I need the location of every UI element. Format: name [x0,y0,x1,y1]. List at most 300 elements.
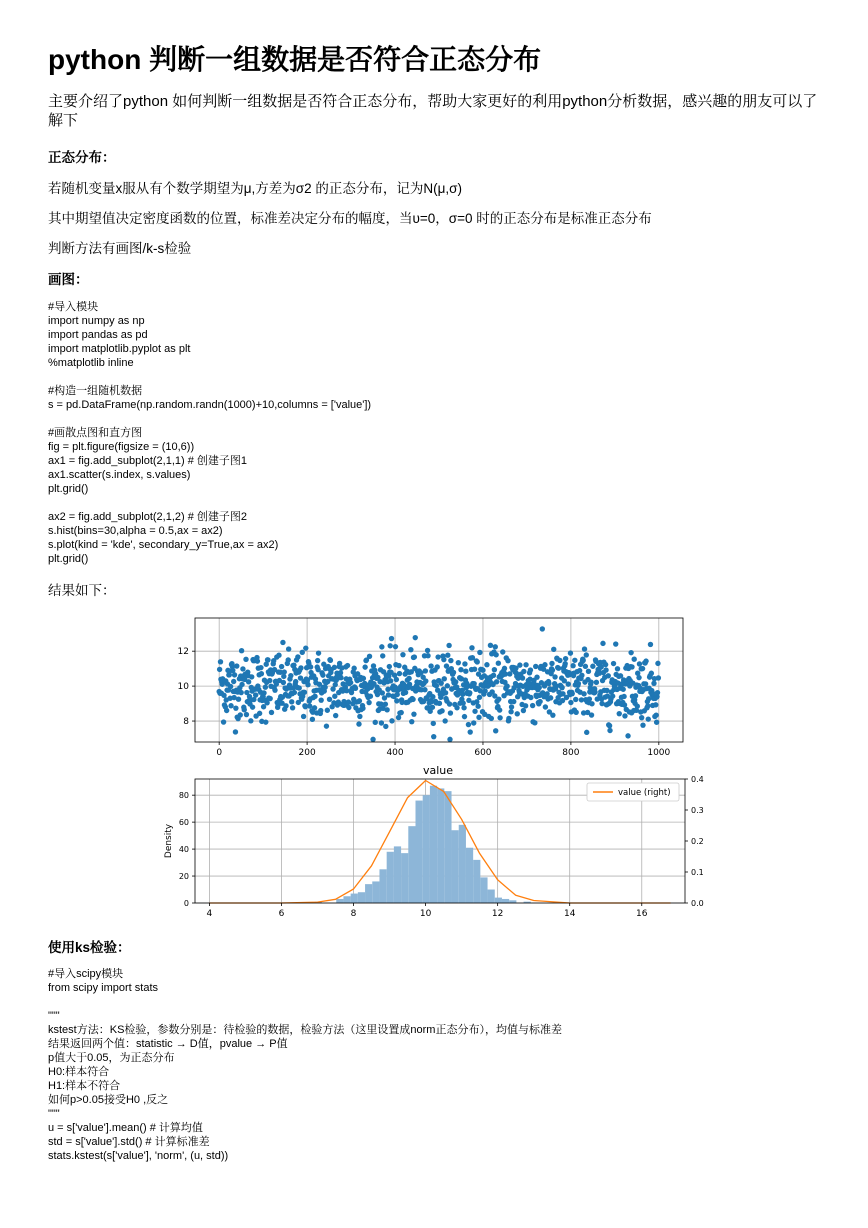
scatter-point [388,643,393,648]
scatter-point [218,659,223,664]
scatter-point [238,712,243,717]
scatter-point [413,635,418,640]
histogram-title: value [422,764,454,777]
scatter-point [468,729,473,734]
scatter-point [477,650,482,655]
scatter-point [233,729,238,734]
scatter-point [295,654,300,659]
code-line: s.plot(kind = 'kde', secondary_y=True,ax = ax2) [48,539,279,551]
scatter-point [491,673,496,678]
scatter-point [448,710,453,715]
scatter-point [466,722,471,727]
code-line: import matplotlib.pyplot as plt [48,343,191,355]
scatter-point [557,658,562,663]
scatter-point [300,650,305,655]
scatter-point [423,678,428,683]
scatter-point [625,733,630,738]
scatter-point [550,667,555,672]
scatter-point [410,697,415,702]
scatter-point [600,641,605,646]
scatter-point [357,714,362,719]
scatter-point [332,665,337,670]
scatter-point [328,658,333,663]
code-line: stats.kstest(s['value'], 'norm', (u, std)) [48,1150,229,1162]
scatter-point [654,720,659,725]
scatter-point [653,702,658,707]
scatter-point [488,643,493,648]
scatter-point [579,673,584,678]
scatter-point [232,672,237,677]
scatter-point [572,658,577,663]
scatter-point [543,704,548,709]
scatter-point [610,693,615,698]
scatter-point [511,699,516,704]
scatter-point [327,697,332,702]
scatter-point [228,703,233,708]
scatter-point [537,685,542,690]
scatter-point [318,708,323,713]
scatter-point [394,698,399,703]
code-line: #导入模块 [48,301,99,313]
definition-paragraph: 若随机变量x服从有个数学期望为μ,方差为σ2 的正态分布，记为N(μ,σ) [48,181,462,196]
scatter-xtick-label: 200 [298,748,316,758]
scatter-point [484,662,489,667]
scatter-point [296,685,301,690]
scatter-point [471,720,476,725]
histogram-bar [416,801,423,903]
code-line: %matplotlib inline [48,357,134,369]
scatter-point [462,661,467,666]
scatter-point [221,693,226,698]
scatter-point [263,719,268,724]
code-line: H0:样本符合 [48,1066,110,1078]
code-line: plt.grid() [48,553,89,565]
histogram-xtick-label: 10 [419,909,432,919]
scatter-point [493,652,498,657]
histogram-legend [587,783,679,801]
scatter-point [380,690,385,695]
histogram-y2tick-label: 0.1 [691,868,704,877]
scatter-point [362,664,367,669]
scatter-point [272,687,277,692]
scatter-point [239,648,244,653]
scatter-point [493,644,498,649]
scatter-point [648,642,653,647]
scatter-point [505,658,510,663]
scatter-point [400,652,405,657]
scatter-point [588,679,593,684]
code-line: 结果返回两个值：statistic → D值，pvalue → P值 [48,1038,288,1050]
histogram-bar [437,788,444,903]
scatter-point [639,715,644,720]
scatter-point [257,711,262,716]
scatter-xtick-label: 600 [474,748,492,758]
scatter-point [430,705,435,710]
scatter-point [590,664,595,669]
scatter-ytick-label: 8 [183,717,189,728]
scatter-point [475,659,480,664]
scatter-point [292,690,297,695]
scatter-point [239,682,244,687]
scatter-point [621,687,626,692]
scatter-point [502,666,507,671]
scatter-point [496,661,501,666]
scatter-point [396,663,401,668]
scatter-point [398,710,403,715]
scatter-point [447,701,452,706]
histogram-chart [155,762,704,924]
scatter-point [476,715,481,720]
scatter-point [645,703,650,708]
scatter-point [454,705,459,710]
scatter-point [646,716,651,721]
scatter-point [649,671,654,676]
scatter-point [463,669,468,674]
code-line: p值大于0.05，为正态分布 [48,1052,175,1064]
scatter-point [559,685,564,690]
scatter-point [460,700,465,705]
histogram-xtick-label: 6 [278,909,285,919]
histogram-bar [488,890,495,903]
scatter-point [497,707,502,712]
scatter-points [216,626,661,742]
scatter-point [552,674,557,679]
scatter-point [305,682,310,687]
code-line [48,995,562,1009]
scatter-chart [160,610,700,770]
scatter-point [422,687,427,692]
scatter-xtick-label: 0 [216,748,223,758]
scatter-point [280,640,285,645]
histogram-bar [387,852,394,903]
scatter-point [475,704,480,709]
scatter-point [409,719,414,724]
histogram-ytick-label: 0 [183,899,189,908]
page-title: python 判断一组数据是否符合正态分布 [48,44,542,75]
scatter-point [224,708,229,713]
scatter-point [437,701,442,706]
intro-paragraph: 主要介绍了python 如何判断一组数据是否符合正态分布，帮助大家更好的利用python分析数据，感兴趣的朋友可以了解下 [48,93,818,129]
scatter-point [621,694,626,699]
scatter-ytick-label: 10 [177,682,189,693]
scatter-point [577,668,582,673]
scatter-xtick-label: 400 [386,748,404,758]
scatter-point [428,663,433,668]
scatter-xtick-label: 1000 [647,748,671,758]
scatter-point [263,684,268,689]
scatter-point [592,689,597,694]
code-line: #画散点图和直方图 [48,427,143,439]
scatter-point [570,691,575,696]
scatter-point [258,665,263,670]
scatter-point [375,692,380,697]
scatter-point [332,694,337,699]
scatter-point [423,668,428,673]
scatter-point [528,667,533,672]
scatter-point [582,646,587,651]
code-line: H1:样本不符合 [48,1080,121,1092]
scatter-point [315,658,320,663]
code-line: ax1.scatter(s.index, s.values) [48,469,191,481]
scatter-point [477,695,482,700]
scatter-point [508,709,513,714]
method-paragraph: 判断方法有画图/k-s检验 [48,241,192,256]
scatter-ytick-label: 12 [177,647,189,658]
scatter-point [370,737,375,742]
code-block-plot [48,300,371,566]
scatter-point [236,696,241,701]
scatter-point [445,653,450,658]
scatter-point [301,714,306,719]
scatter-point [530,703,535,708]
scatter-point [586,669,591,674]
scatter-point [472,709,477,714]
scatter-point [594,680,599,685]
scatter-point [246,679,251,684]
scatter-point [368,693,373,698]
scatter-point [520,675,525,680]
scatter-point [546,681,551,686]
scatter-point [584,730,589,735]
scatter-point [435,664,440,669]
scatter-point [635,703,640,708]
histogram-xtick-label: 12 [491,909,504,919]
scatter-point [397,671,402,676]
scatter-point [435,654,440,659]
scatter-point [651,681,656,686]
histogram-bar [502,899,509,903]
histogram-bar [509,900,516,903]
scatter-point [318,697,323,702]
code-line: ax2 = fig.add_subplot(2,1,2) # 创建子图2 [48,511,248,523]
scatter-point [448,658,453,663]
scatter-point [581,691,586,696]
scatter-point [312,705,317,710]
scatter-point [551,647,556,652]
scatter-point [267,678,272,683]
scatter-point [573,710,578,715]
scatter-point [438,680,443,685]
histogram-bar [466,848,473,903]
scatter-point [303,645,308,650]
histogram-bar [372,881,379,903]
histogram-xtick-label: 16 [636,909,648,919]
histogram-bar [408,826,415,903]
histogram-bar [394,846,401,903]
scatter-point [548,695,553,700]
scatter-point [316,650,321,655]
histogram-bar [423,795,430,903]
scatter-point [312,694,317,699]
scatter-point [632,656,637,661]
scatter-point [253,692,258,697]
scatter-point [380,653,385,658]
scatter-point [493,728,498,733]
scatter-point [346,705,351,710]
scatter-point [617,711,622,716]
scatter-point [361,676,366,681]
scatter-point [228,684,233,689]
scatter-point [603,662,608,667]
histogram-y2tick-label: 0.0 [691,899,704,908]
scatter-point [360,706,365,711]
scatter-point [496,696,501,701]
scatter-point [384,707,389,712]
histogram-xtick-label: 4 [206,909,213,919]
scatter-point [425,653,430,658]
scatter-point [462,714,467,719]
scatter-point [286,646,291,651]
scatter-point [517,662,522,667]
scatter-point [379,720,384,725]
scatter-point [383,701,388,706]
code-line: plt.grid() [48,483,89,495]
scatter-point [533,664,538,669]
scatter-point [231,679,236,684]
scatter-point [240,666,245,671]
scatter-point [387,664,392,669]
scatter-point [576,681,581,686]
scatter-point [221,719,226,724]
scatter-point [615,666,620,671]
scatter-point [276,653,281,658]
scatter-point [288,673,293,678]
scatter-point [504,684,509,689]
histogram-bar [365,884,372,903]
scatter-point [293,679,298,684]
scatter-point [367,654,372,659]
scatter-point [622,713,627,718]
scatter-point [282,669,287,674]
scatter-point [637,661,642,666]
code-line: 如何p>0.05接受H0 ,反之 [48,1094,169,1106]
scatter-point [286,657,291,662]
histogram-xtick-label: 8 [350,909,357,919]
scatter-point [607,728,612,733]
scatter-point [570,663,575,668]
scatter-point [298,665,303,670]
scatter-point [353,686,358,691]
scatter-point [261,690,266,695]
scatter-point [281,680,286,685]
scatter-point [628,650,633,655]
scatter-point [308,664,313,669]
scatter-point [556,666,561,671]
scatter-point [653,712,658,717]
code-line: import pandas as pd [48,329,148,341]
code-line: std = s['value'].std() # 计算标准差 [48,1136,210,1148]
scatter-point [430,694,435,699]
scatter-point [394,677,399,682]
explanation-paragraph: 其中期望值决定密度函数的位置，标准差决定分布的幅度，当υ=0，σ=0 时的正态分布是标准正态分布 [48,211,652,226]
code-line: u = s['value'].mean() # 计算均值 [48,1122,203,1134]
scatter-point [406,676,411,681]
scatter-point [310,717,315,722]
code-line: kstest方法：KS检验，参数分别是：待检验的数据，检验方法（这里设置成norm正态分布），均值与标准差 [48,1024,562,1036]
scatter-point [568,700,573,705]
code-line: #构造一组随机数据 [48,385,143,397]
scatter-point [259,671,264,676]
scatter-point [243,657,248,662]
scatter-point [356,721,361,726]
scatter-point [532,720,537,725]
histogram-bar [459,825,466,903]
scatter-point [431,734,436,739]
scatter-point [255,658,260,663]
scatter-point [351,666,356,671]
scatter-point [655,690,660,695]
legend-label: value (right) [618,788,671,798]
histogram-bar [336,899,343,903]
scatter-point [636,675,641,680]
scatter-point [441,657,446,662]
scatter-point [403,690,408,695]
scatter-point [249,674,254,679]
scatter-point [640,666,645,671]
scatter-point [461,705,466,710]
histogram-bar [358,892,365,903]
histogram-bar [480,877,487,903]
histogram-bar [473,860,480,903]
ks-test-heading: 使用ks检验： [48,940,131,955]
scatter-point [411,711,416,716]
scatter-point [442,676,447,681]
scatter-point [445,683,450,688]
plot-heading: 画图： [48,272,89,287]
scatter-point [509,704,514,709]
scatter-point [290,705,295,710]
scatter-point [643,658,648,663]
code-line [48,496,371,510]
scatter-point [267,696,272,701]
histogram-bar [430,786,437,903]
scatter-point [521,708,526,713]
scatter-point [217,667,222,672]
histogram-bar [379,869,386,903]
histogram-ytick-label: 60 [178,818,189,828]
scatter-point [613,641,618,646]
scatter-point [656,675,661,680]
histogram-xtick-label: 14 [563,909,576,919]
scatter-point [302,690,307,695]
scatter-point [442,718,447,723]
scatter-point [537,699,542,704]
scatter-point [607,723,612,728]
scatter-point [497,715,502,720]
scatter-point [307,703,312,708]
histogram-ylabel: Density [164,823,174,859]
code-line [48,370,371,384]
result-label: 结果如下： [48,583,116,598]
scatter-point [412,654,417,659]
scatter-point [550,712,555,717]
code-line: from scipy import stats [48,982,159,994]
scatter-point [633,693,638,698]
scatter-point [389,636,394,641]
scatter-point [523,662,528,667]
histogram-ytick-label: 80 [178,791,189,801]
scatter-point [500,649,505,654]
scatter-point [456,660,461,665]
normal-distribution-heading: 正态分布： [48,150,116,165]
scatter-point [279,664,284,669]
scatter-point [345,663,350,668]
scatter-point [379,644,384,649]
scatter-point [611,661,616,666]
scatter-point [492,667,497,672]
scatter-point [357,698,362,703]
scatter-point [447,737,452,742]
